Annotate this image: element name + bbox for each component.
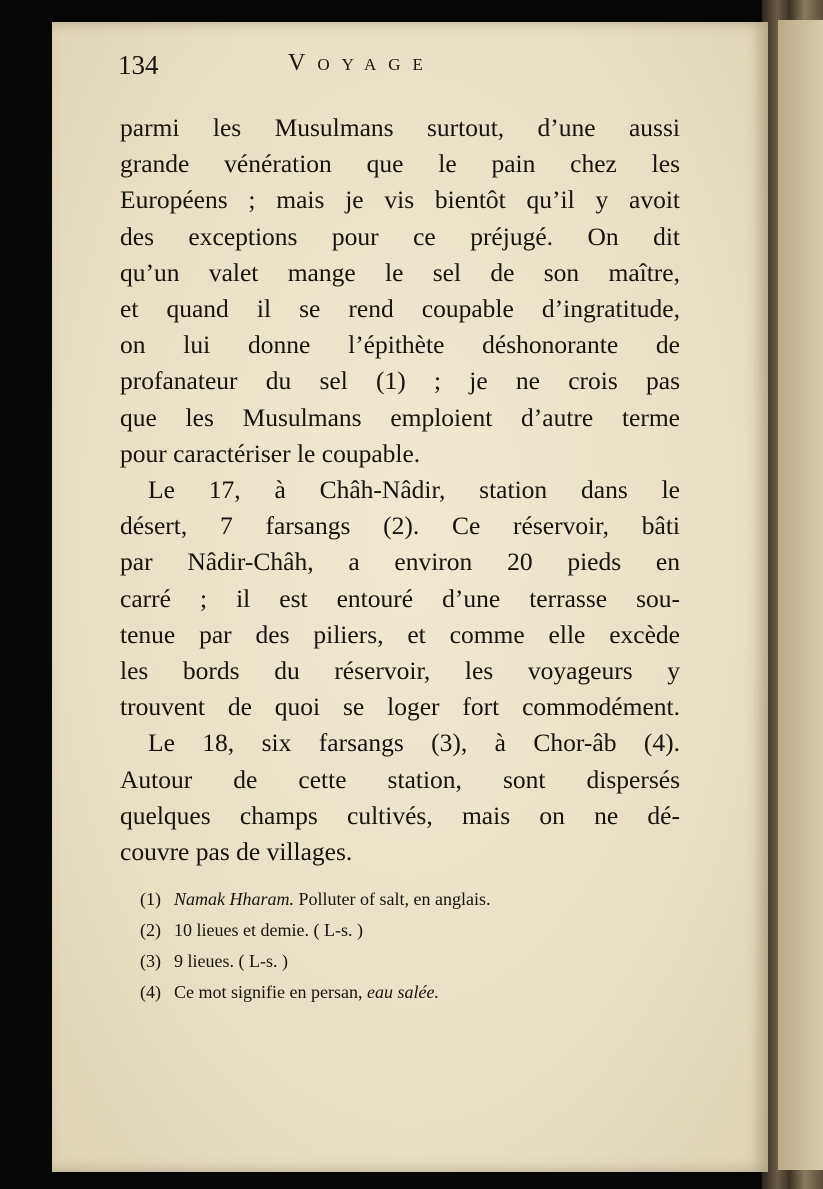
text-line: Le 18, six farsangs (3), à Chor-âb (4). (148, 728, 680, 758)
footnote-mark: (1) (140, 889, 161, 909)
facing-page-edge (778, 20, 823, 1170)
body-text (120, 110, 680, 870)
footnote (140, 946, 680, 977)
text-line: couvre pas de villages. (120, 837, 353, 867)
footnote (140, 915, 680, 946)
text-line: qu’un valet mange le sel de son maître, (120, 257, 680, 287)
text-line: désert, 7 farsangs (2). Ce réservoir, bâti (120, 511, 680, 541)
footnote-text: 9 lieues. ( L-s. ) (174, 951, 288, 971)
text-line: trouvent de quoi se loger fort commodément. (120, 692, 680, 722)
footnote-text: 10 lieues et demie. ( L-s. ) (174, 920, 363, 940)
footnote-text: Ce mot signifie en persan, (174, 982, 367, 1002)
footnote-mark: (3) (140, 951, 161, 971)
text-line: les bords du réservoir, les voyageurs y (120, 656, 680, 686)
text-line: quelques champs cultivés, mais on ne dé- (120, 800, 680, 830)
footnote (140, 977, 680, 1008)
text-line: parmi les Musulmans surtout, d’une aussi (120, 113, 680, 142)
text-line: profanateur du sel (1) ; je ne crois pas (120, 366, 680, 396)
text-line: Européens ; mais je vis bientôt qu’il y avoit (120, 185, 680, 215)
text-line: tenue par des piliers, et comme elle excède (120, 619, 680, 649)
text-line: Autour de cette station, sont dispersés (120, 764, 680, 794)
text-line: et quand il se rend coupable d’ingratitude, (120, 294, 680, 324)
text-line: grande vénération que le pain chez les (120, 149, 680, 179)
footnote-text: Polluter of salt, en anglais. (294, 889, 491, 909)
footnote-mark: (4) (140, 982, 161, 1002)
text-line: pour caractériser le coupable. (120, 438, 421, 468)
text-line: Le 17, à Châh-Nâdir, station dans le (148, 475, 680, 505)
text-line: on lui donne l’épithète déshonorante de (120, 330, 680, 360)
running-title: Voyage (288, 50, 435, 76)
footnote-italic: Namak Hharam. (174, 889, 294, 909)
footnote-italic: eau salée. (366, 982, 439, 1002)
text-line: que les Musulmans emploient d’autre terme (120, 402, 680, 432)
footnote-mark: (2) (140, 920, 161, 940)
text-line: carré ; il est entouré d’une terrasse sou- (120, 583, 680, 613)
footnote (140, 884, 680, 915)
footnotes (140, 884, 680, 1008)
text-line: des exceptions pour ce préjugé. On dit (120, 221, 680, 251)
text-line: par Nâdir-Châh, a environ 20 pieds en (120, 547, 680, 577)
page-number: 134 (118, 50, 159, 80)
